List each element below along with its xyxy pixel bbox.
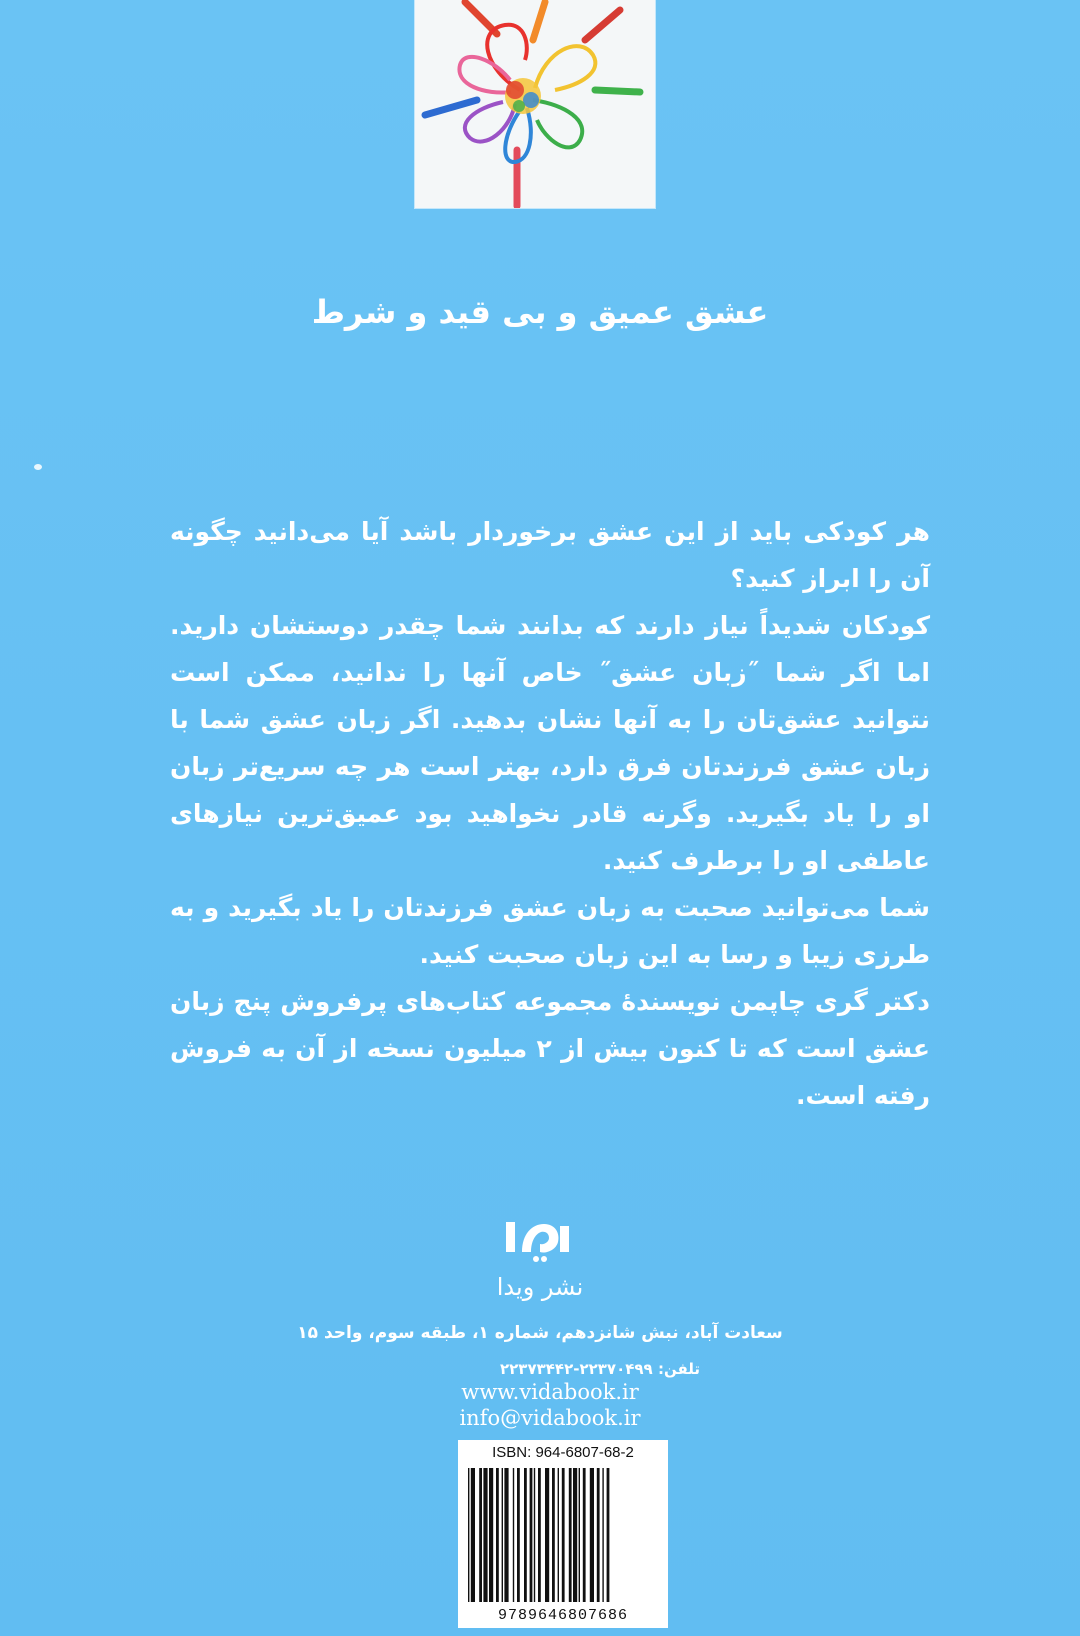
barcode-bar: [590, 1468, 594, 1602]
barcode-bar: [524, 1468, 527, 1602]
publisher-email: info@vidabook.ir: [459, 1406, 641, 1430]
barcode-bar: [545, 1468, 549, 1602]
cover-speck: [34, 464, 42, 470]
barcode-bar: [471, 1468, 475, 1602]
barcode-bar: [530, 1468, 533, 1602]
publisher-address: سعادت آباد، نبش شانزدهم، شماره ۱، طبقه سوم، واحد ۱۵: [297, 1323, 783, 1343]
barcode-bar: [602, 1468, 603, 1602]
publisher-website: www.vidabook.ir: [461, 1380, 639, 1404]
blurb-paragraph-3: شما می‌توانید صحبت به زبان عشق فرزندتان را یاد بگیرید و به طرزی زیبا و رسا به این زبان صحبت کنید.: [170, 893, 930, 969]
blurb-paragraph-2: کودکان شدیداً نیاز دارند که بدانند شما چقدر دوستشان دارید. اما اگر شما ˝زبان عشق˝ خاص آنها را ندانید، ممکن است نتوانید عشق‌تان را به آنها نشان بدهید. اگر زبان عشق شما با زبان عشق فرزندتان فرق دارد، بهتر است هر چه سریع‌تر زبان او را یاد بگیرید. وگرنه قادر نخواهید بود عمیق‌ترین نیازهای عاطفی او را برطرف کنید.: [170, 611, 930, 875]
barcode-label: [458, 1440, 668, 1628]
author-paragraph-part1: دکتر گری چاپمن نویسندهٔ مجموعه کتاب‌های پرفروش: [280, 987, 930, 1016]
barcode-bar: [496, 1468, 499, 1602]
barcode-bar: [504, 1468, 508, 1602]
barcode-bar: [558, 1468, 559, 1602]
publisher-name: نشر ویدا: [496, 1273, 584, 1301]
barcode-bar: [597, 1468, 600, 1602]
colored-pencil-heart-flower-icon: [415, 0, 655, 208]
publisher-phone: تلفن: ۲۲۳۷۰۴۹۹-۲۲۳۷۳۴۴۲: [499, 1360, 700, 1378]
book-series-title: پنج زبان عشق: [170, 987, 930, 1063]
barcode-bar: [538, 1468, 541, 1602]
barcode-bar: [479, 1468, 482, 1602]
barcode-bar: [569, 1468, 572, 1602]
barcode-bars: [466, 1468, 660, 1602]
isbn-text: ISBN: 964-6807-68-2: [492, 1444, 634, 1461]
vida-logo-icon: [500, 1212, 580, 1262]
barcode-bar: [607, 1468, 610, 1602]
barcode-bar: [573, 1468, 577, 1602]
barcode-bar: [552, 1468, 555, 1602]
barcode-bar: [513, 1468, 514, 1602]
author-paragraph-part2: است که تا کنون بیش از ۲ میلیون نسخه از آن به فروش رفته است.: [170, 1034, 930, 1110]
barcode-number: 9789646807686: [497, 1607, 629, 1624]
barcode-bar: [583, 1468, 586, 1602]
barcode-bar: [489, 1468, 493, 1602]
blurb-paragraph-1: هر کودکی باید از این عشق برخوردار باشد آیا می‌دانید چگونه آن را ابراز کنید؟: [170, 517, 930, 593]
barcode-bar: [483, 1468, 487, 1602]
barcode-bar: [502, 1468, 503, 1602]
barcode-bar: [534, 1468, 535, 1602]
barcode-bar: [517, 1468, 520, 1602]
barcode-bar: [562, 1468, 565, 1602]
barcode-bar: [579, 1468, 580, 1602]
blurb: [170, 508, 930, 1119]
author-paragraph: [170, 978, 930, 1119]
barcode-bar: [468, 1468, 469, 1602]
back-cover-title: عشق عمیق و بی قید و شرط: [311, 293, 769, 331]
